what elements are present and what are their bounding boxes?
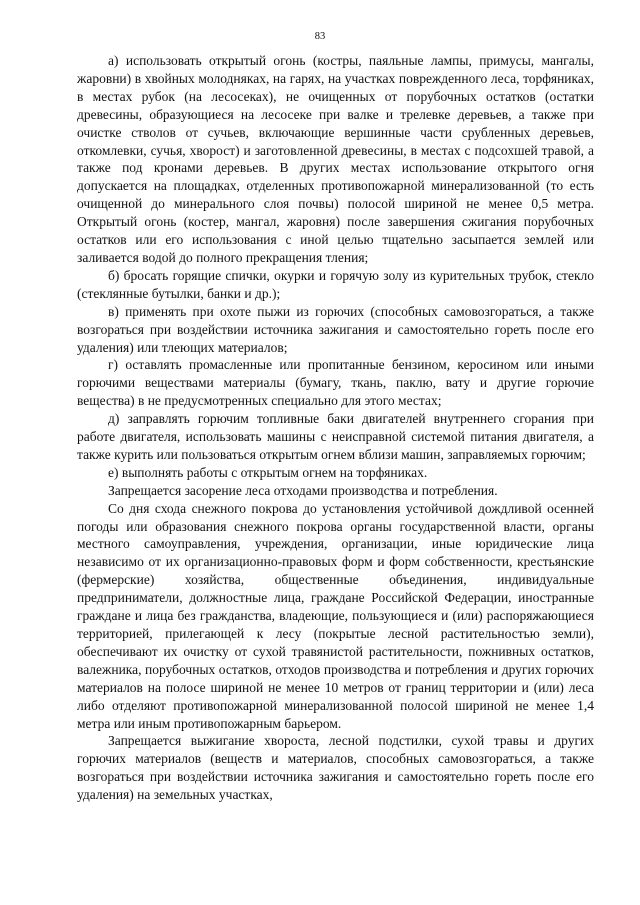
paragraph-item-g: г) оставлять промасленные или пропитанные бензином, керосином или иными горючими веществами материалы (бумагу, ткань, паклю, вату и другие горючие вещества) в не предусмотренных специально для этого местах;: [77, 357, 594, 409]
paragraph-littering-ban: Запрещается засорение леса отходами производства и потребления.: [108, 482, 498, 498]
paragraph-cleanup-duty: Со дня схода снежного покрова до установления устойчивой дождливой осенней погоды или образования снежного покрова органы государственной власти, органы местного самоуправления, учреждения, организации, иные юридические лица независимо от их организационно-правовых форм и форм собственности, крестьянские (фермерские) хозяйства, общественные объединения, индивидуальные предприниматели, должностные лица, граждане Российской Федерации, иностранные граждане и лица без гражданства, владеющие, пользующиеся и (или) распоряжающиеся территорией, прилегающей к лесу (покрытые лесной растительностью земли), обеспечивают их очистку от сухой травянистой растительности, пожнивных остатков, валежника, порубочных остатков, отходов производства и потребления и других горючих материалов на полосе шириной не менее 10 метров от границ территории и (или) леса либо отделяют противопожарной минерализованной полосой шириной не менее 1,4 метра или иным противопожарным барьером.: [77, 500, 594, 731]
paragraph-item-a: а) использовать открытый огонь (костры, паяльные лампы, примусы, мангалы, жаровни) в хвойных молодняках, на гарях, на участках поврежденного леса, торфяниках, в местах рубок (на лесосеках), не очищенных от порубочных остатков (остатки древесины, образующиеся на лесосеке при валке и трелевке деревьев, а также при очистке стволов от сучьев, включающие вершинные части срубленных деревьев, откомлевки, сучья, хворост) и заготовленной древесины, в местах с подсохшей травой, а также под кронами деревьев. В других местах использование открытого огня допускается на площадках, отделенных противопожарной минерализованной (то есть очищенной до минерального слоя почвы) полосой шириной не менее 0,5 метра. Открытый огонь (костер, мангал, жаровня) после завершения сжигания порубочных остатков или его использования с иной целью тщательно засыпается землей или заливается водой до полного прекращения тления;: [77, 53, 594, 265]
document-body: [77, 52, 594, 804]
paragraph-item-v: в) применять при охоте пыжи из горючих (способных самовозгораться, а также возгораться при воздействии источника зажигания и самостоятельно гореть после его удаления) или тлеющих материалов;: [77, 303, 594, 355]
paragraph-item-b: б) бросать горящие спички, окурки и горячую золу из курительных трубок, стекло (стеклянные бутылки, банки и др.);: [77, 267, 594, 301]
paragraph-item-d: д) заправлять горючим топливные баки двигателей внутреннего сгорания при работе двигателя, использовать машины с неисправной системой питания двигателя, а также курить или пользоваться открытым огнем вблизи машин, заправляемых горючим;: [77, 411, 594, 462]
paragraph-burning-ban: Запрещается выжигание хвороста, лесной подстилки, сухой травы и других горючих материалов (веществ и материалов, способных самовозгораться, а также возгораться при воздействии источника зажигания и самостоятельно гореть после его удаления) на земельных участках,: [77, 733, 594, 803]
page-number: 83: [314, 31, 326, 42]
paragraph-item-e: е) выполнять работы с открытым огнем на торфяниках.: [108, 464, 428, 480]
